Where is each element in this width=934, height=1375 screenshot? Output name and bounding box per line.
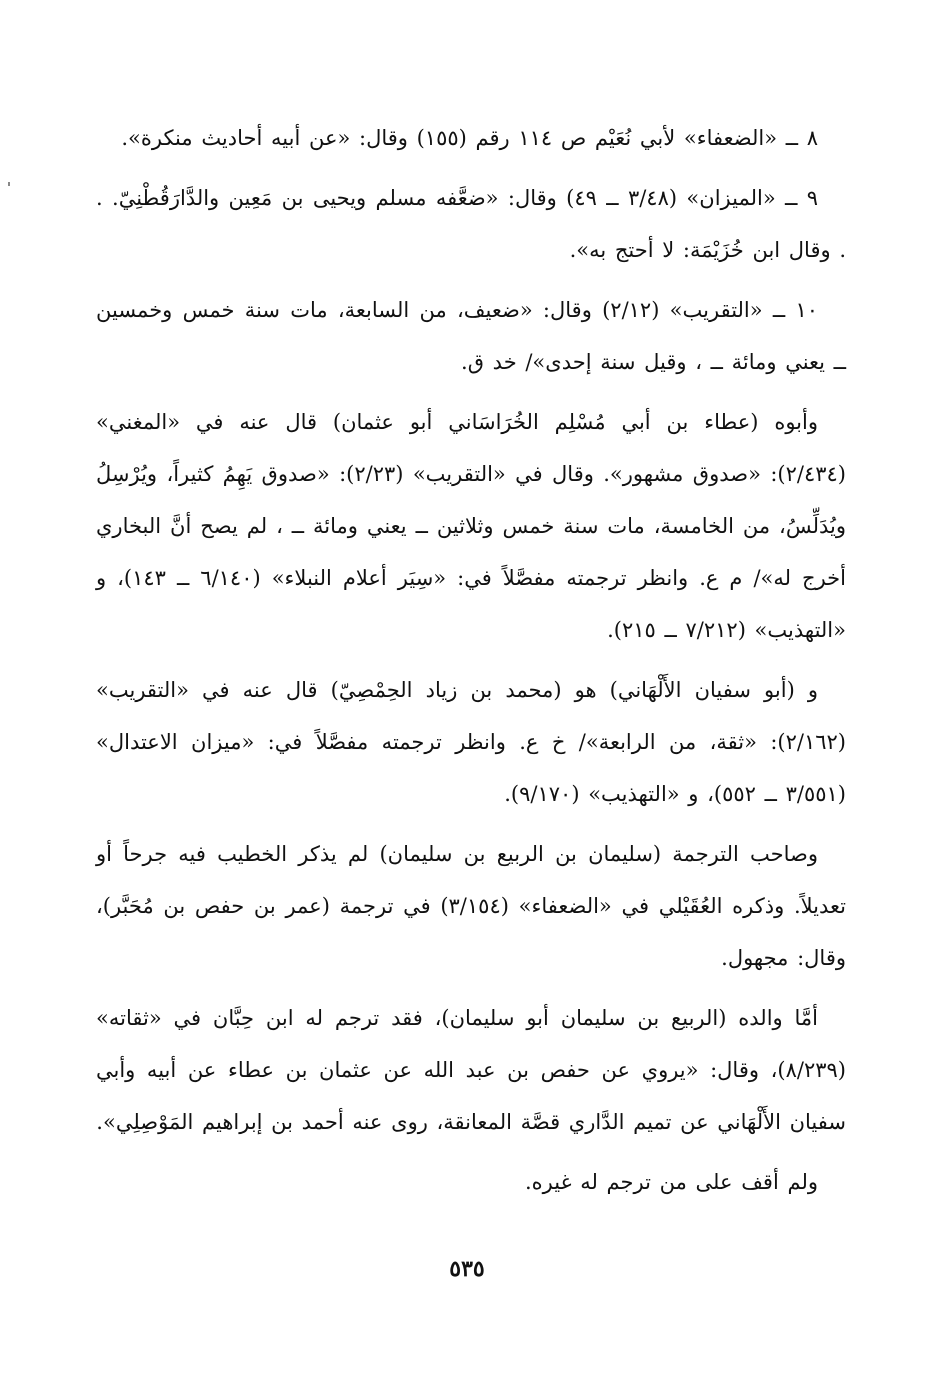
footnote-10: ١٠ ــ «التقريب» (٢/١٢) وقال: «ضعيف، من السابعة، مات سنة خمس وخمسين ــ يعني ومائة ــ ، وقيل سنة إحدى»/ خد ق. — [96, 298, 846, 374]
paragraph-father-rabi: أمَّا والده (الربيع بن سليمان أبو سليمان)، فقد ترجم له ابن حِبَّان في «ثقاته» (٨/٢٣٩)، وقال: «يروي عن حفص بن عبد الله عن عثمان بن عطاء عن أبيه وأبي سفيان الأَلْهَاني عن تميم الدَّاري قصَّة المعانقة، روى عنه أحمد بن إبراهيم المَوْصِلِي». — [96, 1006, 846, 1134]
scan-speck — [8, 182, 10, 186]
page-number: ٥٣٥ — [449, 1256, 485, 1282]
paragraph-abu-sufyan: و (أبو سفيان الأَلْهَاني) هو (محمد بن زياد الحِمْصِيّ) قال عنه في «التقريب» (٢/١٦٢): «ثقة، من الرابعة»/ خ ع. وانظر ترجمته مفصَّلاً في: «ميزان الاعتدال» (٣/٥٥١ ــ ٥٥٢)، و «التهذيب» (٩/١٧٠). — [96, 678, 846, 806]
footnote-8: ٨ ــ «الضعفاء» لأبي نُعَيْم ص ١١٤ رقم (١٥٥) وقال: «عن أبيه أحاديث منكرة». — [121, 126, 818, 150]
paragraph-subject: وصاحب الترجمة (سليمان بن الربيع بن سليمان) لم يذكر الخطيب فيه جرحاً أو تعديلاً. وذكره العُقَيْلي في «الضعفاء» (٣/١٥٤) في ترجمة (عمر بن حفص بن مُحَبَّر)، وقال: مجهول. — [96, 842, 846, 970]
paragraph-father-ata: وأبوه (عطاء بن أبي مُسْلِم الخُرَاسَاني أبو عثمان) قال عنه في «المغني» (٢/٤٣٤): «صدوق مشهور». وقال في «التقريب» (٢/٢٣): «صدوق يَهِمُ كثيراً، ويُرْسِلُ ويُدَلِّسُ، من الخامسة، مات سنة خمس وثلاثين ــ يعني ومائة ــ ، لم يصح أنَّ البخاري أخرج له»/ م ع. وانظر ترجمته مفصَّلاً في: «سِيَر أعلام النبلاء» (٦/١٤٠ ــ ١٤٣)، و «التهذيب» (٧/٢١٢ ــ ٢١٥). — [96, 410, 846, 642]
paragraph-closing: ولم أقف على من ترجم له غيره. — [524, 1170, 818, 1194]
footnote-9: ٩ ــ «الميزان» (٣/٤٨ ــ ٤٩) وقال: «ضعَّفه مسلم ويحيى بن مَعِين والدَّارَقُطْنِيّ. . . وقال ابن خُزَيْمَة: لا أحتج به». — [96, 186, 846, 262]
main-text — [96, 112, 846, 1216]
